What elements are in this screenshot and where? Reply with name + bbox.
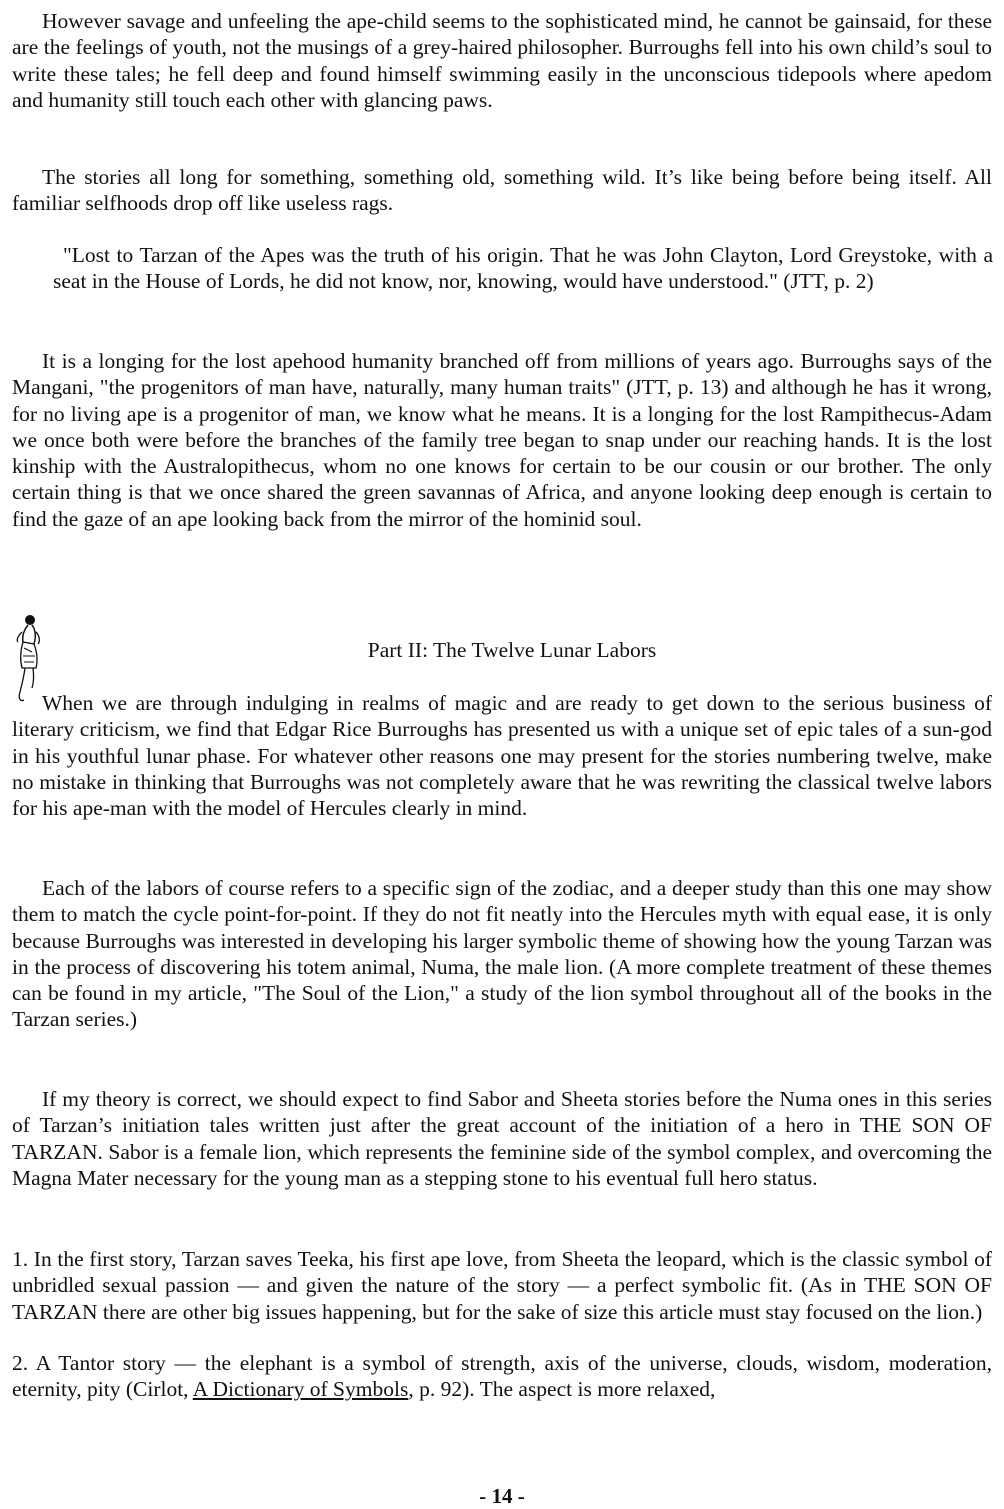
- section-heading: Part II: The Twelve Lunar Labors: [367, 638, 657, 662]
- paragraph-8: [12, 1350, 992, 1403]
- paragraph-1: However savage and unfeeling the ape-child seems to the sophisticated mind, he cannot be gainsaid, for these are the feelings of youth, not the musings of a grey-haired philosopher. Burroughs fell into his own child’s soul to write these tales; he fell deep and found himself swimming easily in the unconscious tidepools where apedom and humanity still touch each other with glancing paws.: [12, 9, 992, 112]
- paragraph-3: It is a longing for the lost apehood humanity branched off from millions of years ago. Burroughs says of the Mangani, "the progenitors of man have, naturally, many human traits" (JTT, p. 13) and although he has it wrong, for no living ape is a progenitor of man, we know what he means. It is a longing for the lost Rampithecus-Adam we once both were before the branches of the family tree began to snap under our reaching hands. It is the lost kinship with the Australopithecus, whom no one knows for certain to be our cousin or our brother. The only certain thing is that we once shared the green savannas of Africa, and anyone looking deep enough is certain to find the gaze of an ape looking back from the mirror of the hominid soul.: [12, 349, 992, 531]
- paragraph-8-text-a: 2. A Tantor story — the elephant is a symbol of strength, axis of the universe, clouds, wisdom, moderation, eternity, pity (Cirlot,: [12, 1351, 992, 1402]
- book-title-link: A Dictionary of Symbols: [192, 1377, 409, 1402]
- paragraph-7: 1. In the first story, Tarzan saves Teeka, his first ape love, from Sheeta the leopard, which is the classic symbol of unbridled sexual passion — and given the nature of the story — a perfect symbolic fit. (As in THE SON OF TARZAN there are other big issues happening, but for the sake of size this article must stay focused on the lion.): [12, 1247, 992, 1324]
- paragraph-4: When we are through indulging in realms of magic and are ready to get down to the serious business of literary criticism, we find that Edgar Rice Burroughs has presented us with a unique set of epic tales of a sun-god in his youthful lunar phase. For whatever other reasons one may present for the stories numbering twelve, make no mistake in thinking that Burroughs was not completely aware that he was rewriting the classical twelve labors for his ape-man with the model of Hercules clearly in mind.: [12, 691, 992, 821]
- paragraph-6: If my theory is correct, we should expect to find Sabor and Sheeta stories before the Numa ones in this series of Tarzan’s initiation tales written just after the great account of the initiation of a hero in THE SON OF TARZAN. Sabor is a female lion, which represents the feminine side of the symbol complex, and overcoming the Magna Mater necessary for the young man as a stepping stone to his eventual full hero status.: [12, 1087, 992, 1190]
- paragraph-5: Each of the labors of course refers to a specific sign of the zodiac, and a deeper study than this one may show them to match the cycle point-for-point. If they do not fit neatly into the Hercules myth with equal ease, it is only because Burroughs was interested in developing his larger symbolic theme of showing how the young Tarzan was in the process of discovering his totem animal, Numa, the male lion. (A more complete treatment of these themes can be found in my article, "The Soul of the Lion," a study of the lion symbol throughout all of the books in the Tarzan series.): [12, 876, 992, 1032]
- page-number: - 14 -: [479, 1484, 525, 1508]
- block-quote: "Lost to Tarzan of the Apes was the truth of his origin. That he was John Clayton, Lord Greystoke, with a seat in the House of Lords, he did not know, nor, knowing, would have understood." (JTT, p. 2): [53, 243, 993, 294]
- paragraph-8-text-b: , p. 92). The aspect is more relaxed,: [408, 1377, 716, 1402]
- paragraph-2: The stories all long for something, something old, something wild. It’s like being before being itself. All familiar selfhoods drop off like useless rags.: [12, 165, 992, 216]
